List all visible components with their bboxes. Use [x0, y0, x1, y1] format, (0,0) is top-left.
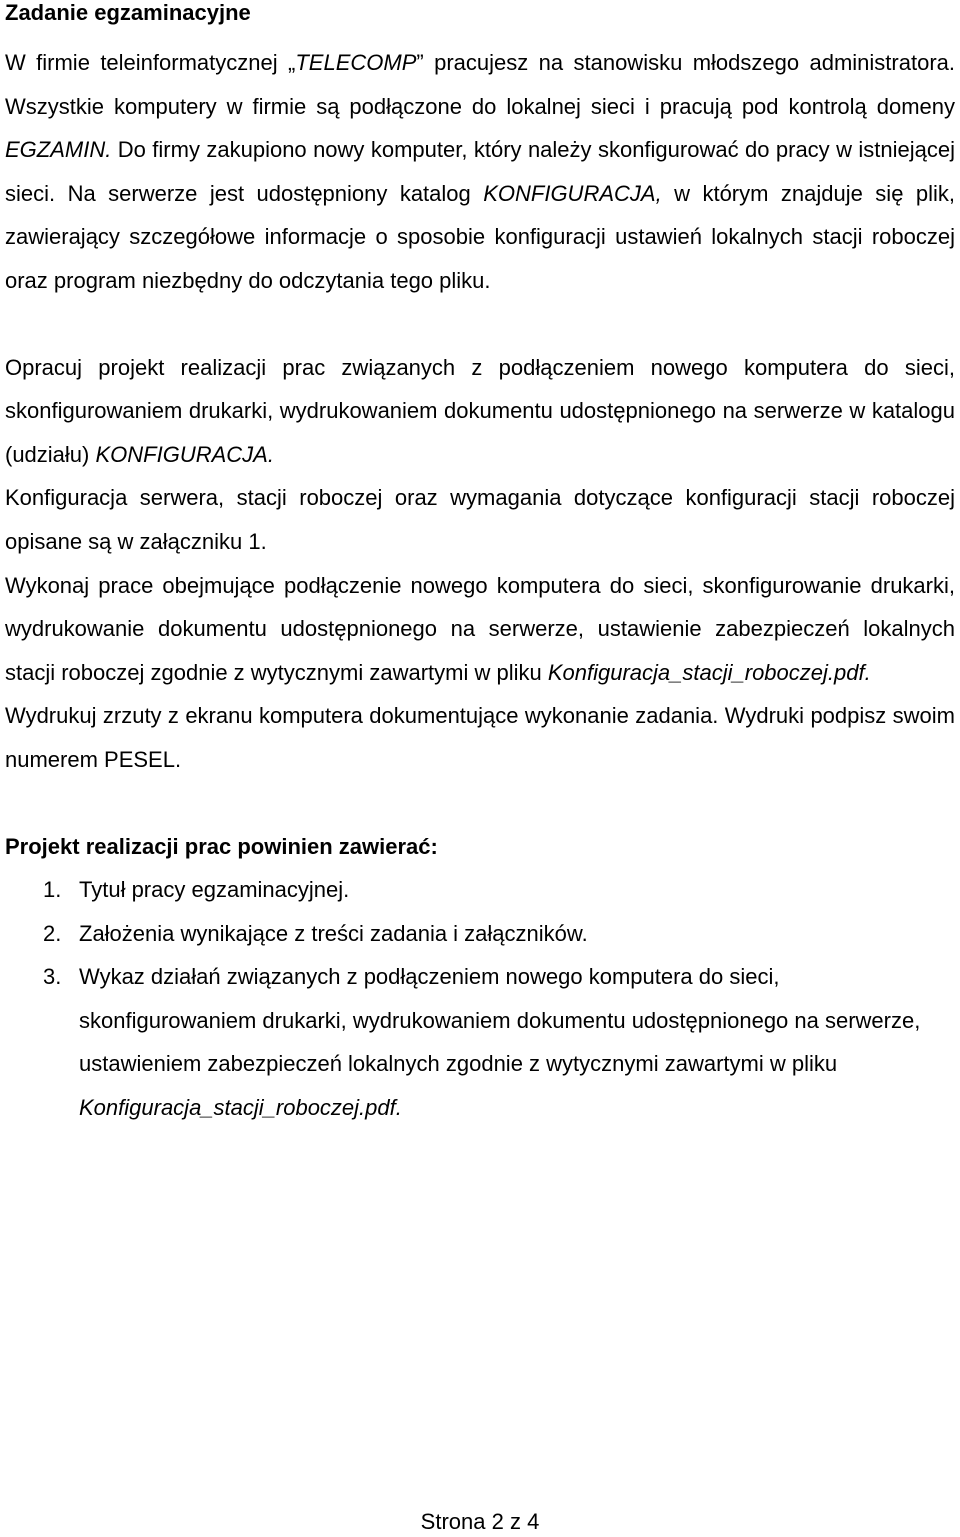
spacer	[5, 303, 955, 346]
project-text: Opracuj projekt realizacji prac związanych z podłączeniem nowego komputera do sieci, skonfigurowaniem drukarki, wydrukowaniem dokumentu udostępnionego na serwerze w katalogu (udziału)	[5, 354, 955, 467]
print-paragraph: Wydrukuj zrzuty z ekranu komputera dokumentujące wykonanie zadania. Wydruki podpisz swoim numerem PESEL.	[5, 703, 955, 772]
list-text: Wykaz działań związanych z podłączeniem nowego komputera do sieci, skonfigurowaniem drukarki, wydrukowaniem dokumentu udostępnionego na serwerze, ustawieniem zabezpieczeń lokalnych zgodnie z wytycznymi zawartymi w pliku	[79, 964, 921, 1077]
list-item	[5, 955, 955, 1129]
document-title: Zadanie egzaminacyjne	[5, 0, 251, 25]
list-text: Założenia wynikające z treści zadania i załączników.	[79, 920, 588, 946]
list-file: Konfiguracja_stacji_roboczej.pdf.	[79, 1095, 402, 1121]
intro-paragraph	[5, 41, 955, 303]
list-number: 2.	[43, 920, 62, 946]
quote-open: „	[288, 50, 296, 75]
intro-text-4: w którym znajduje się plik, zawierający szczegółowe informacje o sposobie konfiguracji ustawień lokalnych stacji roboczej oraz program niezbędny do odczytania tego pliku.	[5, 180, 955, 293]
page-footer: Strona 2 z 4	[420, 1509, 540, 1534]
document-page	[5, 0, 955, 1130]
tasks-text: Wykonaj prace obejmujące podłączenie nowego komputera do sieci, skonfigurowanie drukarki, wydrukowanie dokumentu udostępnionego na serwerze, ustawienie zabezpieczeń lokalnych stacji roboczej zgodnie z wytycznymi zawartymi w pliku	[5, 572, 955, 685]
project-heading: Projekt realizacji prac powinien zawierać:	[5, 833, 438, 859]
project-paragraph	[5, 346, 955, 477]
intro-text-1: W firmie teleinformatycznej	[5, 50, 289, 75]
spacer	[5, 782, 955, 825]
list-item	[5, 912, 955, 956]
config-paragraph: Konfiguracja serwera, stacji roboczej oraz wymagania dotyczące konfiguracji stacji roboczej opisane są w załączniku 1.	[5, 485, 955, 554]
list-number: 3.	[43, 964, 62, 990]
intro-text-3: Do firmy zakupiono nowy komputer, który należy skonfigurować do pracy w istniejącej sieci. Na serwerze jest udostępniony katalog	[5, 137, 955, 206]
quote-close: ”	[416, 50, 424, 75]
project-folder: KONFIGURACJA.	[95, 441, 274, 467]
intro-text-2: pracujesz na stanowisku młodszego administratora. Wszystkie komputery w firmie są podłączone do lokalnej sieci i pracują pod kontrolą domeny	[5, 50, 955, 119]
list-number: 1.	[43, 877, 62, 903]
project-list	[5, 868, 955, 1130]
domain-name: EGZAMIN.	[5, 137, 112, 163]
folder-name: KONFIGURACJA,	[483, 180, 662, 206]
tasks-paragraph	[5, 564, 955, 695]
company-name: TELECOMP	[295, 50, 417, 75]
list-text: Tytuł pracy egzaminacyjnej.	[79, 877, 350, 903]
tasks-file: Konfiguracja_stacji_roboczej.pdf.	[547, 659, 871, 685]
list-item	[5, 868, 955, 912]
